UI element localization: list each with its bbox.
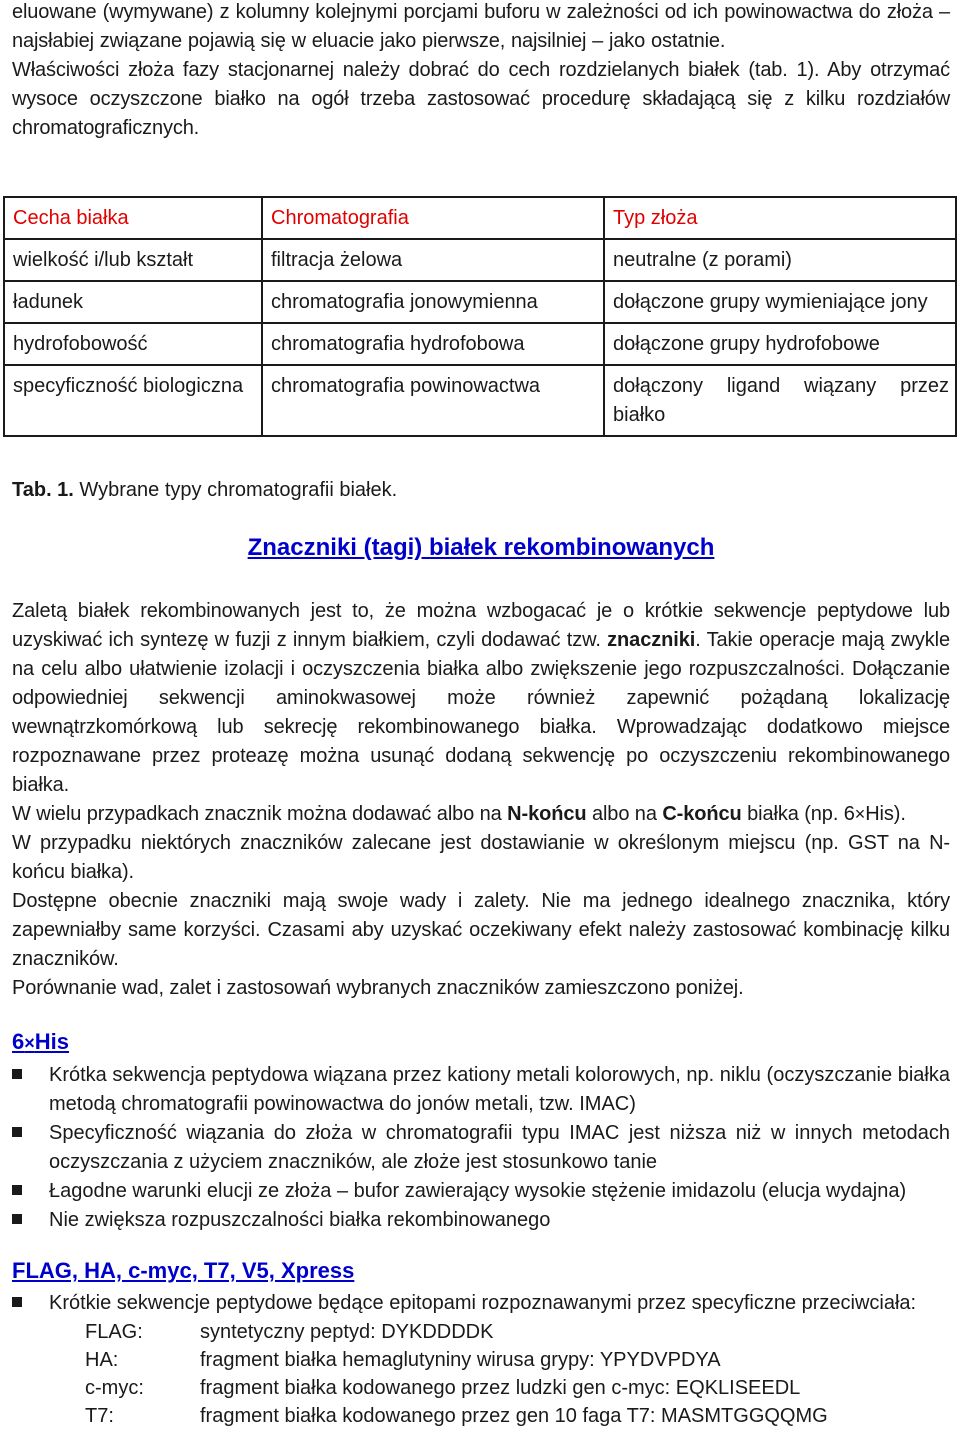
- list-item-text: Krótka sekwencja peptydowa wiązana przez kationy metali kolorowych, np. niklu (oczyszczanie białka metodą chromatografii powinowactwa do jonów metali, tzw. IMAC): [49, 1064, 950, 1115]
- paragraph-tradeoffs: Dostępne obecnie znaczniki mają swoje wady i zalety. Nie ma jednego idealnego znacznika, który zapewniałby same korzyści. Czasami aby uzyskać oczekiwany efekt należy zastosować kombinację kilku znaczników.: [12, 890, 950, 970]
- tag-name: T7:: [85, 1405, 114, 1427]
- square-bullet-icon: [12, 1185, 22, 1195]
- list-item-text: Łagodne warunki elucji ze złoża – bufor zawierający wysokie stężenie imidazolu (elucja wydajna): [49, 1180, 907, 1202]
- table-cell: wielkość i/lub kształt: [4, 239, 262, 281]
- caption-label: Tab. 1.: [12, 479, 74, 501]
- list-item: [12, 1206, 950, 1235]
- epitope-tag-section: [12, 1256, 950, 1430]
- table-header-cell: Cecha białka: [4, 197, 262, 239]
- tag-definition-row: [85, 1374, 950, 1402]
- chromatography-table: [3, 196, 957, 437]
- table-cell: chromatografia hydrofobowa: [262, 323, 604, 365]
- epitope-tag-heading: FLAG, HA, c-myc, T7, V5, Xpress: [12, 1258, 355, 1283]
- table-row: [4, 239, 956, 281]
- table-cell: chromatografia jonowymienna: [262, 281, 604, 323]
- table-header-row: [4, 197, 956, 239]
- epitope-tag-list: [12, 1289, 950, 1318]
- table-cell: filtracja żelowa: [262, 239, 604, 281]
- times-symbol: ×: [24, 1033, 35, 1053]
- list-item: [12, 1119, 950, 1177]
- table-row: [4, 281, 956, 323]
- text-run: . Takie operacje mają zwykle na celu albo ułatwienie izolacji i oczyszczenia białka albo zwiększenie jego rozpuszczalności. Dołączanie odpowiedniej sekwencji aminokwasowej może również zapewnić pożądaną lokalizację wewnątrzkomórkową lub sekrecję rekombinowanego białka. Wprowadzając dodatkowo miejsce rozpoznawane przez proteazę można usunąć dodaną sekwencję po oczyszczeniu rekombinowanego białka.: [12, 629, 951, 796]
- tag-name: c-myc:: [85, 1377, 144, 1399]
- text-run: białka (np. 6: [741, 803, 855, 825]
- his-tag-list: [12, 1061, 950, 1235]
- times-symbol: ×: [854, 804, 866, 824]
- paragraph-terminus: [12, 800, 950, 829]
- intro-paragraph-2: Właściwości złoża fazy stacjonarnej należy dobrać do cech rozdzielanych białek (tab. 1). Aby otrzymać wysoce oczyszczone białko na ogół trzeba zastosować procedurę składającą się z kilku rozdziałów chromatograficznych.: [12, 59, 950, 139]
- paragraph-placement: W przypadku niektórych znaczników zalecane jest dostawianie w określonym miejscu (np. GST na N-końcu białka).: [12, 832, 950, 883]
- tag-description: fragment białka kodowanego przez gen 10 faga T7: MASMTGGQQMG: [200, 1405, 828, 1427]
- text-run: His: [34, 1029, 70, 1054]
- tag-definition-row: [85, 1318, 950, 1346]
- tag-name: FLAG:: [85, 1321, 143, 1343]
- intro-paragraph-1: eluowane (wymywane) z kolumny kolejnymi porcjami buforu w zależności od ich powinowactwa do złoża – najsłabiej związane pojawią się w eluacie jako pierwsze, najsilniej – jako ostatnie.: [12, 1, 950, 52]
- table-header-cell: Chromatografia: [262, 197, 604, 239]
- table-caption: [12, 476, 397, 505]
- paragraph-advantages: [12, 597, 950, 800]
- bold-term: C-końcu: [662, 803, 742, 825]
- text-run: W wielu przypadkach znacznik można dodawać albo na: [12, 803, 508, 825]
- list-item: [12, 1289, 950, 1318]
- text-run: His).: [865, 803, 906, 825]
- table-cell: ładunek: [4, 281, 262, 323]
- tags-body-text: [12, 597, 950, 1003]
- epitope-tag-definitions: [85, 1318, 950, 1430]
- square-bullet-icon: [12, 1214, 22, 1224]
- square-bullet-icon: [12, 1127, 22, 1137]
- tag-name: HA:: [85, 1349, 119, 1371]
- tag-definition-row: [85, 1402, 950, 1430]
- bold-term: N-końcu: [507, 803, 587, 825]
- his-tag-heading: [12, 1027, 950, 1058]
- tag-definition-row: [85, 1346, 950, 1374]
- list-item: [12, 1177, 950, 1206]
- tag-description: fragment białka kodowanego przez ludzki gen c-myc: EQKLISEEDL: [200, 1377, 801, 1399]
- tag-description: fragment białka hemaglutyniny wirusa grypy: YPYDVPDYA: [200, 1349, 721, 1371]
- tag-description: syntetyczny peptyd: DYKDDDDK: [200, 1321, 494, 1343]
- table-cell: chromatografia powinowactwa: [262, 365, 604, 436]
- table-header-cell: Typ złoża: [604, 197, 956, 239]
- table-cell: neutralne (z porami): [604, 239, 956, 281]
- list-item-text: Krótkie sekwencje peptydowe będące epitopami rozpoznawanymi przez specyficzne przeciwciała:: [49, 1292, 917, 1314]
- text-run: Zaletą białek rekombinowanych jest to, że można wzbogacać je o krótkie sekwencje peptydowe lub uzyskiwać ich syntezę w fuzji z innym białkiem, czyli dodawać tzw.: [12, 600, 950, 651]
- caption-text: Wybrane typy chromatografii białek.: [73, 479, 398, 501]
- table-cell: dołączone grupy hydrofobowe: [604, 323, 956, 365]
- table-cell: specyficzność biologiczna: [4, 365, 262, 436]
- section-heading: Znaczniki (tagi) białek rekombinowanych: [247, 534, 715, 561]
- table-row: [4, 365, 956, 436]
- his-tag-section: [12, 1027, 950, 1235]
- table-cell: hydrofobowość: [4, 323, 262, 365]
- table-cell: dołączony ligand wiązany przez białko: [604, 365, 956, 436]
- list-item-text: Nie zwiększa rozpuszczalności białka rekombinowanego: [49, 1209, 551, 1231]
- list-item: [12, 1061, 950, 1119]
- table-cell: dołączone grupy wymieniające jony: [604, 281, 956, 323]
- square-bullet-icon: [12, 1069, 22, 1079]
- bold-term: znaczniki: [607, 629, 696, 651]
- paragraph-comparison: Porównanie wad, zalet i zastosowań wybranych znaczników zamieszczono poniżej.: [12, 977, 744, 999]
- square-bullet-icon: [12, 1297, 22, 1307]
- table-row: [4, 323, 956, 365]
- intro-text: [12, 0, 950, 143]
- text-run: albo na: [586, 803, 663, 825]
- text-run: 6: [12, 1029, 25, 1054]
- list-item-text: Specyficzność wiązania do złoża w chromatografii typu IMAC jest niższa niż w innych metodach oczyszczania z użyciem znaczników, ale złoże jest stosunkowo tanie: [49, 1122, 950, 1173]
